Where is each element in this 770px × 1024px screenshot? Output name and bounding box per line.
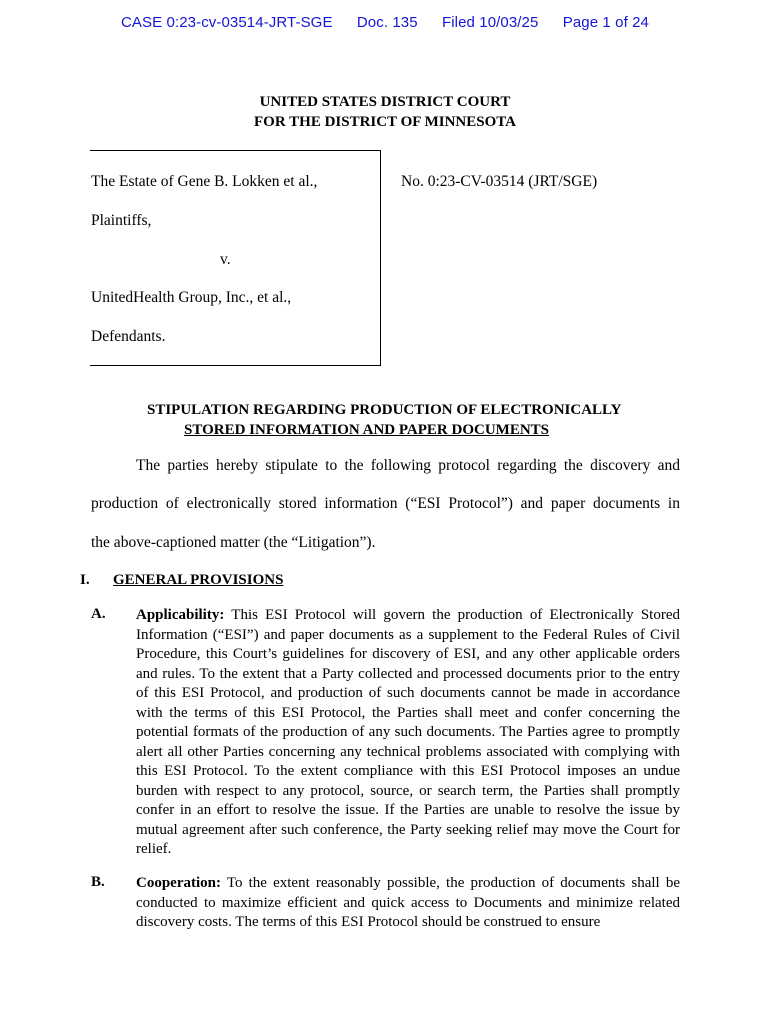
intro-line-3: the above-captioned matter (the “Litigation”). [91, 534, 376, 551]
page-count-header: Page 1 of 24 [562, 14, 649, 31]
paragraph-a-letter: A. [91, 606, 106, 622]
section-heading: GENERAL PROVISIONS [113, 572, 284, 588]
document-title-line2: STORED INFORMATION AND PAPER DOCUMENTS [184, 422, 550, 438]
filed-date-header: Filed 10/03/25 [441, 14, 539, 31]
court-name-line2: FOR THE DISTRICT OF MINNESOTA [254, 114, 516, 130]
paragraph-b [136, 874, 680, 933]
case-number: No. 0:23-CV-03514 (JRT/SGE) [401, 173, 598, 190]
plaintiff-role: Plaintiffs, [91, 212, 152, 229]
intro-line-2: production of electronically stored information (“ESI Protocol”) and paper documents in [91, 495, 680, 512]
versus-label: v. [220, 251, 231, 268]
defendant-role: Defendants. [91, 328, 166, 345]
paragraph-a-text: This ESI Protocol will govern the production of Electronically Stored Information (“ESI”) and paper documents as a supplement to the Federal Rules of Civil Procedure, this Court’s guidelines for discovery of ESI, and any other applicable orders and rules. To the extent that a Party collected and processed documents prior to the entry of this ESI Protocol, and production of such documents cannot be made in accordance with the terms of this ESI Protocol, the Parties shall meet and confer concerning the potential formats of the production of any such documents. The Parties agree to promptly alert all other Parties concerning any technical problems associated with complying with this ESI Protocol. To the extent compliance with this ESI Protocol imposes an undue burden with respect to any protocol, source, or search term, the Parties shall promptly confer in an effort to resolve the issue. If the Parties are unable to resolve the issue by mutual agreement after such conference, the Party seeking relief may move the Court for relief. [136, 607, 680, 857]
section-number: I. [80, 572, 90, 588]
intro-line-1: The parties hereby stipulate to the following protocol regarding the discovery and [136, 457, 680, 474]
court-name-line1: UNITED STATES DISTRICT COURT [259, 94, 511, 110]
plaintiff-name: The Estate of Gene B. Lokken et al., [91, 173, 318, 190]
defendant-name: UnitedHealth Group, Inc., et al., [91, 289, 292, 306]
document-title-line1: STIPULATION REGARDING PRODUCTION OF ELECTRONICALLY [147, 402, 622, 418]
case-number-header: CASE 0:23-cv-03514-JRT-SGE [120, 14, 333, 31]
paragraph-a-heading: Applicability: [136, 607, 225, 623]
document-number-header: Doc. 135 [356, 14, 418, 31]
paragraph-b-letter: B. [91, 874, 105, 890]
paragraph-b-heading: Cooperation: [136, 875, 221, 891]
ecf-filing-header [0, 14, 770, 31]
paragraph-a [136, 606, 680, 860]
paragraph-b-text: To the extent reasonably possible, the production of documents shall be conducted to maximize efficient and quick access to Documents and minimize related discovery costs. The terms of this ESI Protocol should be construed to ensure [136, 875, 681, 930]
